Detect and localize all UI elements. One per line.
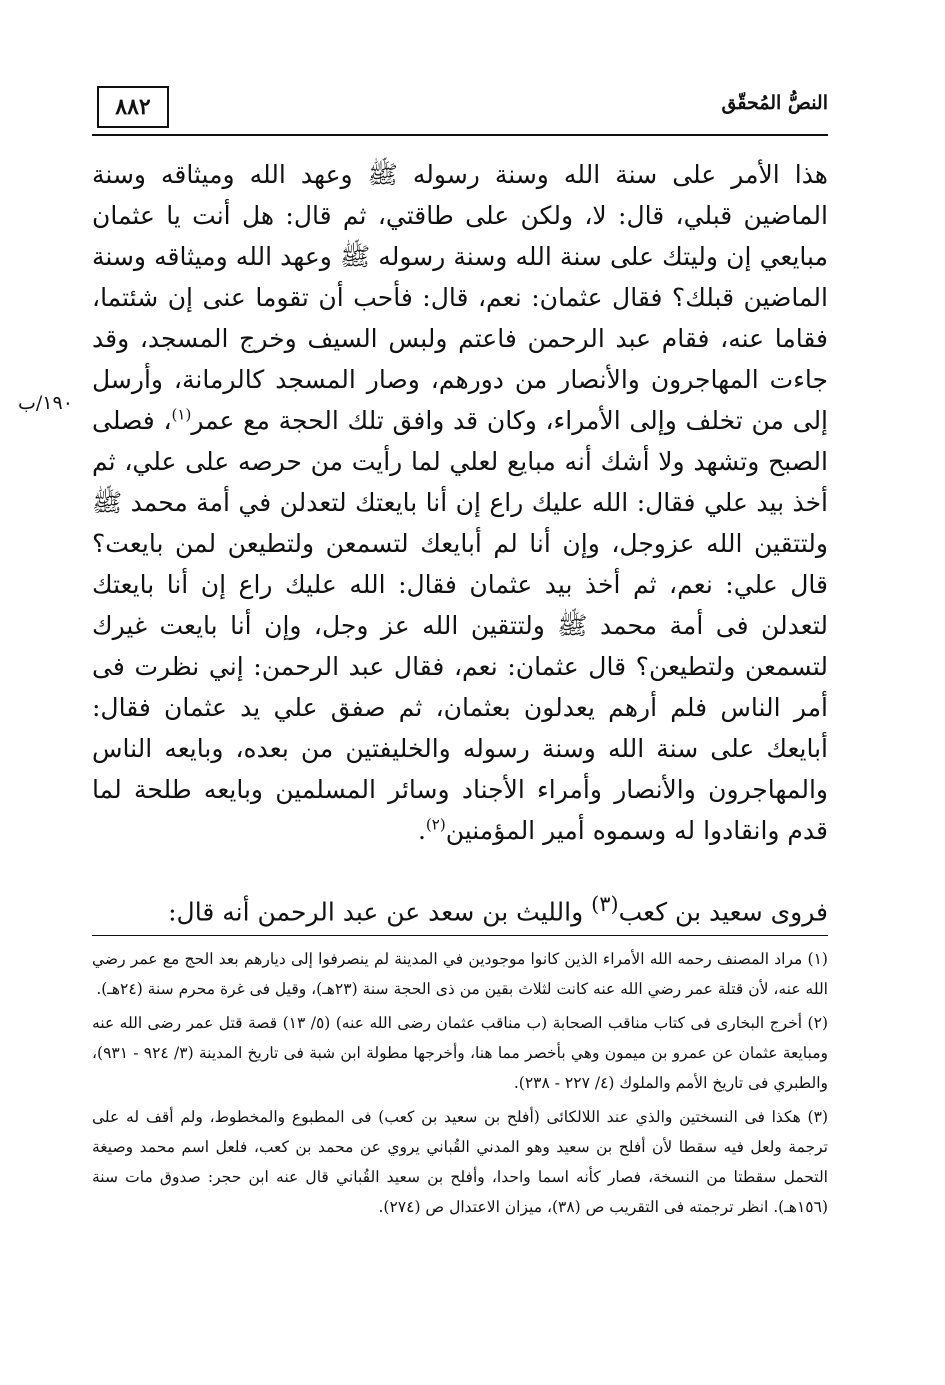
footnote-number: (٣): [807, 1108, 828, 1126]
footnote-2: [92, 1008, 828, 1098]
footnote-separator: [92, 935, 828, 936]
footnote-number: (١): [807, 950, 828, 968]
narration-part-1: فروى سعيد بن كعب: [618, 897, 828, 927]
footnote-ref-1: (١): [171, 405, 192, 424]
footnote-text: هكذا فى النسختين والذي عند اللالكائى (أفلح بن سعيد بن كعب) فى المطبوع والمخطوط، ولم أقف له على ترجمة ولعل فيه سقطا لأن أفلح بن سعيد وهو المدني القُباني يروي عن محمد بن كعب، فلعل اسم محمد وصيغة التحمل سقطتا من النسخة، فصار كأنه اسما واحدا، وأفلح بن سعيد القُباني قال عنه ابن حجر: صدوق مات سنة (١٥٦هـ). انظر ترجمته فى التقريب ص (٣٨)، ميزان الاعتدال ص (٢٧٤).: [92, 1108, 828, 1216]
footnote-1: [92, 944, 828, 1004]
running-title: النصُّ المُحقّق: [721, 92, 828, 114]
main-text-end: .: [417, 816, 426, 845]
header-rule: [92, 134, 828, 136]
folio-margin-note: ١٩٠/ب: [18, 392, 73, 414]
footnotes-block: [92, 944, 828, 1226]
narration-line: [92, 884, 828, 932]
page-number: ٨٨٢: [97, 86, 169, 128]
footnote-3: [92, 1102, 828, 1222]
main-text-block: [92, 154, 828, 851]
main-text-segment-2: ، فصلى الصبح وتشهد ولا أشك أنه مبايع لعلي لما رأيت من حرصه على علي، ثم أخذ بيد علي فقال: الله عليك راع إن أنا بايعتك لتعدلن في أمة محمد ﷺ ولتتقين الله عزوجل، وإن أنا لم أبايعك لتسمعن ولتطيعن لمن بايعت؟ قال علي: نعم، ثم أخذ بيد عثمان فقال: الله عليك راع إن أنا بايعتك لتعدلن فى أمة محمد ﷺ ولتتقين الله عز وجل، وإن أنا بايعت غيرك لتسمعن ولتطيعن؟ قال عثمان: نعم، فقال عبد الرحمن: إني نظرت فى أمر الناس فلم أرهم يعدلون بعثمان، ثم صفق علي يد عثمان فقال: أبايعك على سنة الله وسنة رسوله والخليفتين من بعده، وبايعه الناس والمهاجرون والأنصار وأمراء الأجناد وسائر المسلمين وبايعه طلحة لما قدم وانقادوا له وسموه أمير المؤمنين: [92, 406, 828, 845]
main-paragraph: [92, 154, 828, 851]
footnote-ref-2: (٢): [425, 815, 446, 834]
footnote-text: أخرج البخارى فى كتاب مناقب الصحابة (ب مناقب عثمان رضى الله عنه) (٥/ ١٣) قصة قتل عمر رضى الله عنه ومبايعة عثمان عن عمرو بن ميمون وهي بأخصر مما هنا، وأخرجها مطولة ابن شبة فى تاريخ المدينة (٣/ ٩٢٤ - ٩٣١)، والطبري فى تاريخ الأمم والملوك (٤/ ٢٢٧ - ٢٣٨).: [92, 1014, 828, 1092]
page-header: [92, 84, 828, 140]
footnote-number: (٢): [807, 1014, 828, 1032]
main-text-segment-1: هذا الأمر على سنة الله وسنة رسوله ﷺ وعهد الله وميثاقه وسنة الماضين قبلي، قال: لا، ولكن على طاقتي، ثم قال: هل أنت يا عثمان مبايعي إن وليتك على سنة الله وسنة رسوله ﷺ وعهد الله وميثاقه وسنة الماضين قبلك؟ فقال عثمان: نعم، قال: فأحب أن تقوما عنى إن شئتما، فقاما عنه، فقام عبد الرحمن فاعتم ولبس السيف وخرج المسجد، وقد جاءت المهاجرون والأنصار من دورهم، وصار المسجد كالرمانة، وأرسل إلى من تخلف وإلى الأمراء، وكان قد وافق تلك الحجة مع عمر: [92, 160, 829, 435]
footnote-ref-3: (٣): [591, 892, 619, 916]
narration-part-2: والليث بن سعد عن عبد الرحمن أنه قال:: [168, 897, 592, 927]
footnote-text: مراد المصنف رحمه الله الأمراء الذين كانوا موجودين في المدينة لم ينصرفوا إلى ديارهم بعد الحج مع عمر رضي الله عنه، لأن قتلة عمر رضي الله عنه كانت لثلاث بقين من ذى الحجة سنة (٢٣هـ)، وقيل فى غرة محرم سنة (٢٤هـ).: [92, 950, 828, 998]
